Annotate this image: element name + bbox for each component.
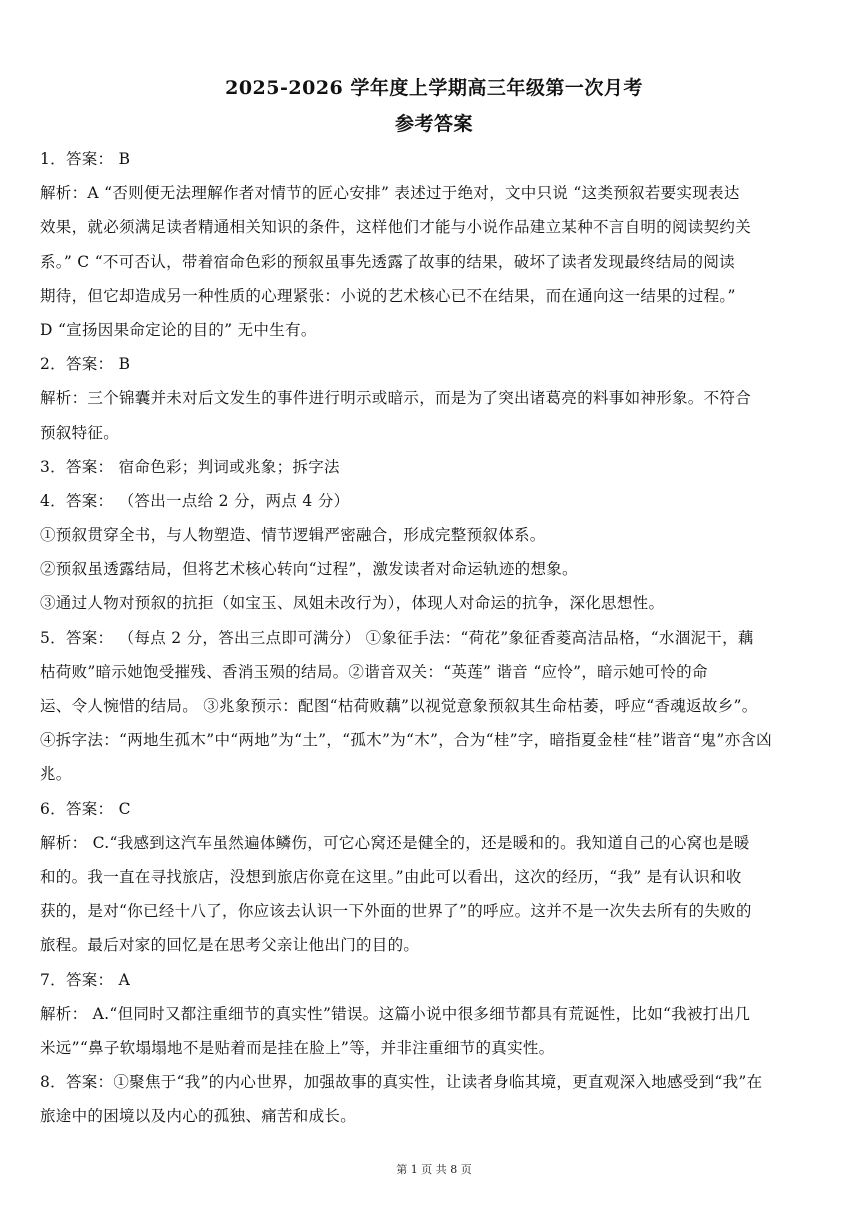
page-subtitle: 参考答案 (394, 113, 473, 135)
text-line: 兆。 (40, 765, 72, 784)
text-line: 米远”“鼻子软塌塌地不是贴着而是挂在脸上”等，并非注重细节的真实性。 (40, 1038, 555, 1057)
text-line: 解析：三个锦囊并未对后文发生的事件进行明示或暗示，而是为了突出诸葛亮的料事如神形象。不符合 (40, 389, 752, 408)
text-line: 1．答案： B (40, 150, 131, 168)
text-line: 获的，是对“你已经十八了，你应该去认识一下外面的世界了”的呼应。这并不是一次失去所有的失败的 (40, 902, 752, 921)
text-line: ①预叙贯穿全书，与人物塑造、情节逻辑严密融合，形成完整预叙体系。 (40, 526, 546, 545)
text-line: 效果，就必须满足读者精通相关知识的条件，这样他们才能与小说作品建立某种不言自明的阅读契约关 (40, 218, 752, 237)
text-line: ②预叙虽透露结局，但将艺术核心转向“过程”，激发读者对命运轨迹的想象。 (40, 560, 578, 579)
text-line: ③通过人物对预叙的抗拒（如宝玉、凤姐未改行为），体现人对命运的抗争，深化思想性。 (40, 594, 665, 613)
text-line: 和的。我一直在寻找旅店，没想到旅店你竟在这里。”由此可以看出，这次的经历，“我” 是有认识和收 (40, 867, 742, 886)
text-line: 旅程。最后对家的回忆是在思考父亲让他出门的目的。 (40, 936, 420, 955)
text-line: 5．答案： （每点 2 分，答出三点即可满分） ①象征手法：“荷花”象征香菱高洁品格，“水涸泥干，藕 (40, 628, 754, 647)
page-title: 2025-2026 学年度上学期高三年级第一次月考 (225, 77, 643, 99)
text-line: D “宣扬因果命定论的目的” 无中生有。 (40, 320, 317, 339)
text-line: 解析： A.“但同时又都注重细节的真实性”错误。这篇小说中很多细节都具有荒诞性，比如“我被打出几 (40, 1004, 751, 1023)
text-line: 2．答案： B (40, 355, 131, 374)
text-line: 系。” C “不可否认，带着宿命色彩的预叙虽事先透露了故事的结果，破坏了读者发现最终结局的阅读 (40, 252, 735, 271)
page-footer: 第 1 页 共 8 页 (396, 1163, 472, 1176)
text-line: 6．答案： C (40, 799, 131, 818)
text-line: 4．答案： （答出一点给 2 分，两点 4 分） (40, 491, 350, 510)
text-line: ④拆字法：“两地生孤木”中“两地”为“土”，“孤木”为“木”，合为“桂”字，暗指夏金桂“桂”谐音“鬼”亦含凶 (40, 731, 772, 750)
text-line: 预叙特征。 (40, 423, 120, 442)
text-line: 旅途中的困境以及内心的孤独、痛苦和成长。 (40, 1107, 357, 1126)
text-line: 8．答案：①聚焦于“我”的内心世界，加强故事的真实性，让读者身临其境，更直观深入地感受到“我”在 (40, 1073, 763, 1092)
text-line: 枯荷败”暗示她饱受摧残、香消玉殒的结局。②谐音双关：“英莲” 谐音 “应怜”，暗示她可怜的命 (40, 662, 708, 681)
text-line: 3．答案： 宿命色彩；判词或兆象；拆字法 (40, 457, 340, 476)
text-line: 解析： C.“我感到这汽车虽然遍体鳞伤，可它心窝还是健全的，还是暖和的。我知道自己的心窝也是暖 (40, 833, 750, 852)
text-line: 7．答案： A (40, 970, 131, 989)
answer-body (40, 142, 832, 1133)
text-line: 解析：A “否则便无法理解作者对情节的匠心安排” 表述过于绝对，文中只说 “这类预叙若要实现表达 (40, 184, 740, 203)
text-line: 期待，但它却造成另一种性质的心理紧张：小说的艺术核心已不在结果，而在通向这一结果的过程。” (40, 286, 736, 305)
text-line: 运、令人惋惜的结局。 ③兆象预示：配图“枯荷败藕”以视觉意象预叙其生命枯萎，呼应“香魂返故乡”。 (40, 697, 758, 715)
